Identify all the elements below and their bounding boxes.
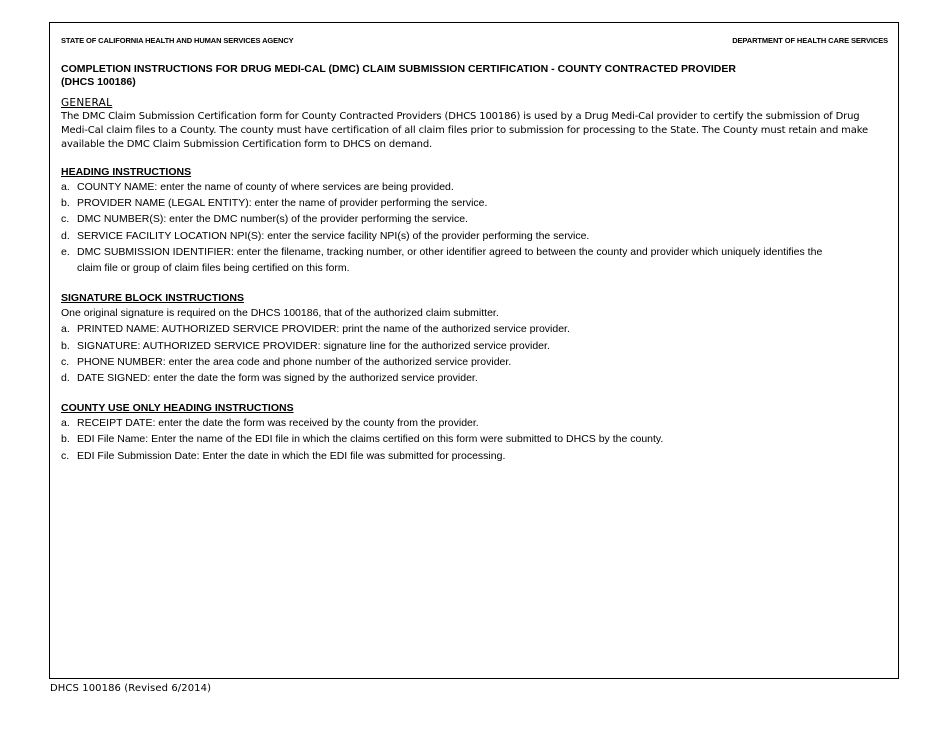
county-use-heading: COUNTY USE ONLY HEADING INSTRUCTIONS	[61, 402, 294, 415]
item-label: b.	[61, 197, 70, 210]
item-text: DATE SIGNED: enter the date the form was signed by the authorized service provider.	[77, 372, 478, 385]
form-number-footer: DHCS 100186 (Revised 6/2014)	[50, 683, 212, 694]
title-line-2: (DHCS 100186)	[61, 76, 136, 88]
list-item	[61, 415, 889, 431]
list-item	[61, 244, 837, 276]
item-label: a.	[61, 181, 70, 193]
agency-header: STATE OF CALIFORNIA HEALTH AND HUMAN SERVICES AGENCY	[61, 36, 294, 45]
item-label: c.	[61, 213, 70, 226]
signature-block-heading: SIGNATURE BLOCK INSTRUCTIONS	[61, 292, 244, 305]
list-item	[61, 431, 889, 447]
item-label: b.	[61, 339, 70, 352]
general-paragraph: The DMC Claim Submission Certification form for County Contracted Providers (DHCS 100186) is used by a Drug Medi-Cal provider to certify the submission of Drug Medi-Cal claim files to a County. The county must have certification of all claim files prior to submission for processing to the State. The County must retain and make available the DMC Claim Submission Certification form to DHCS on demand.	[61, 111, 869, 150]
list-item	[61, 370, 889, 386]
list-item	[61, 321, 889, 337]
list-item	[61, 179, 889, 195]
heading-instructions-heading: HEADING INSTRUCTIONS	[61, 166, 192, 178]
signature-block-intro: One original signature is required on the DHCS 100186, that of the authorized claim submitter.	[61, 307, 499, 320]
item-text: EDI File Name: Enter the name of the EDI file in which the claims certified on this form were submitted to DHCS by the county.	[77, 433, 664, 446]
item-text: PROVIDER NAME (LEGAL ENTITY): enter the name of provider performing the service.	[77, 197, 488, 210]
department-header: DEPARTMENT OF HEALTH CARE SERVICES	[732, 36, 888, 45]
item-text: DMC SUBMISSION IDENTIFIER: enter the filename, tracking number, or other identifier agreed to between the county and provider which uniquely identifies the claim file or group of claim files being certified on this form.	[77, 245, 823, 275]
item-text: COUNTY NAME: enter the name of county of where services are being provided.	[77, 181, 454, 193]
item-label: a.	[61, 417, 70, 430]
item-label: d.	[61, 372, 70, 385]
item-label: b.	[61, 433, 70, 446]
title-line-1: COMPLETION INSTRUCTIONS FOR DRUG MEDI-CAL (DMC) CLAIM SUBMISSION CERTIFICATION - COUNTY CONTRACTED PROVIDER	[61, 63, 736, 75]
item-text: SIGNATURE: AUTHORIZED SERVICE PROVIDER: signature line for the authorized service provider.	[77, 339, 550, 352]
item-label: a.	[61, 323, 70, 336]
list-item	[61, 211, 889, 227]
item-text: DMC NUMBER(S): enter the DMC number(s) of the provider performing the service.	[77, 213, 468, 226]
document-body	[61, 63, 889, 464]
county-use-list	[61, 415, 889, 464]
list-item	[61, 228, 889, 244]
item-text: SERVICE FACILITY LOCATION NPI(S): enter the service facility NPI(s) of the provider performing the service.	[77, 229, 590, 242]
list-item	[61, 195, 889, 211]
document-title	[61, 63, 889, 89]
list-item	[61, 338, 889, 354]
item-label: c.	[61, 449, 70, 462]
item-text: PHONE NUMBER: enter the area code and phone number of the authorized service provider.	[77, 355, 512, 368]
item-text: EDI File Submission Date: Enter the date in which the EDI file was submitted for processing.	[77, 449, 506, 462]
item-label: d.	[61, 229, 70, 242]
item-text: RECEIPT DATE: enter the date the form was received by the county from the provider.	[77, 417, 479, 430]
item-text: PRINTED NAME: AUTHORIZED SERVICE PROVIDER: print the name of the authorized service provider.	[77, 323, 570, 336]
general-heading: GENERAL	[61, 97, 113, 109]
list-item	[61, 354, 889, 370]
signature-block-list	[61, 321, 889, 386]
list-item	[61, 448, 889, 464]
item-label: c.	[61, 355, 70, 368]
item-label: e.	[61, 245, 70, 258]
heading-instructions-list	[61, 179, 889, 276]
